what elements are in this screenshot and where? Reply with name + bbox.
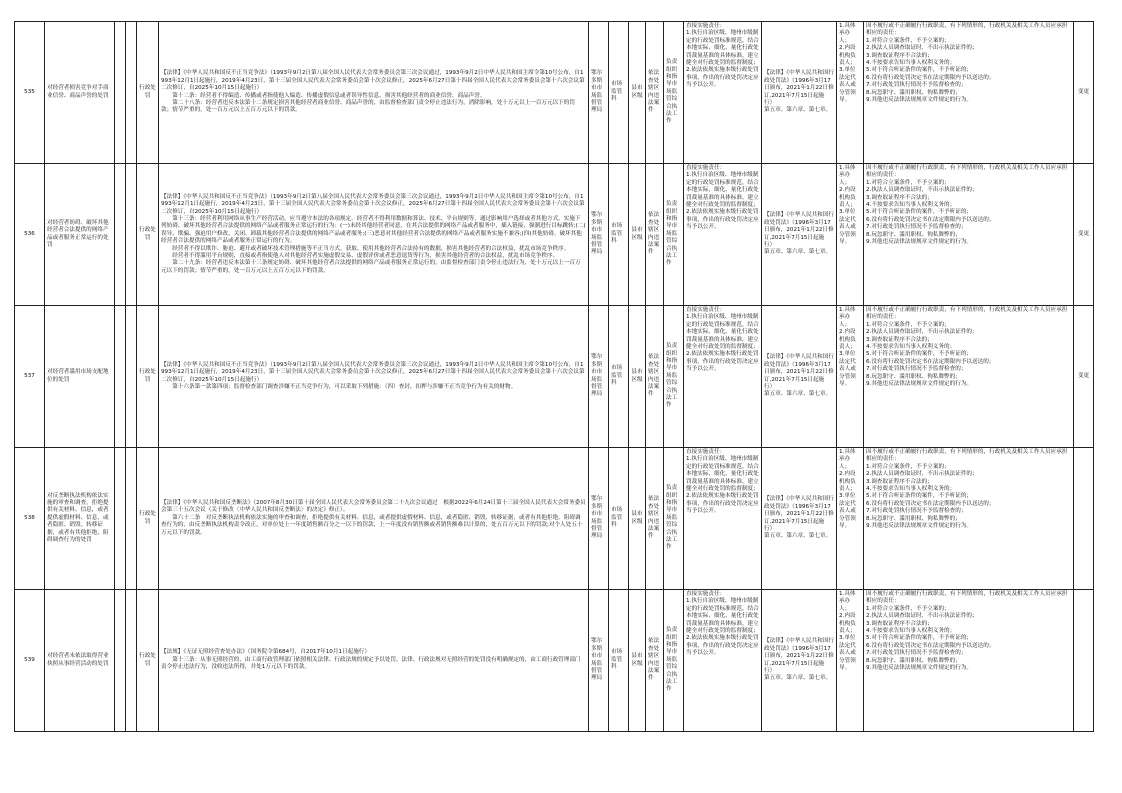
empty-cell	[126, 306, 137, 448]
item-name: 对经营者滥用市场支配地位的处罚	[45, 306, 115, 448]
exercise-level: 县市区级	[629, 448, 646, 590]
empty-cell	[115, 164, 126, 306]
procedure-law: 【法律】《中华人民共和国行政处罚法》（1996年3月17日颁布，2021年1月22日修订,2021年7月15日起施行） 第五章、第六章、第七章。	[762, 22, 837, 164]
legal-basis-paragraph: 第二十九条：经营者违反本法第十三条规定妨碍、破坏其他经营者合法提供的网络产品或者服务正常运行的，由监督检查部门责令停止违法行为，处十万元以上一百万元以下的罚款；情节严重的，处一百万元以上五百万元以下的罚款。	[161, 260, 581, 274]
legal-basis-paragraph: 【法律】《中华人民共和国反不正当竞争法》（1993年9月2日第八届全国人民代表大会常务委员会第三次会议通过，1993年9月2日中华人民共和国主席令第10号公布，自1993年12月1日起施行，2019年4月23日，第十三届全国人民代表大会常务委员会第十次会议修正，2025年6月27日第十四届全国人民代表大会常务委员会第十六次会议第二次修订，自2025年10月15日起施行）	[161, 361, 585, 383]
duty-description: 负责组织和指导市场监管综合执法工作	[664, 448, 684, 590]
responsibility-text: 直接实施责任： 1.执行自治区级、地州市级制定的行政处罚标准规范，结合本地实际，细化、量化行政处罚裁量基准的具体标准，建立健全对行政处罚的监督制度； 2.依法依规实施本级行政处罚事项，作出的行政处罚决定应当予以公开。	[684, 306, 762, 448]
item-name: 对经营者未依法取得营业执照从事经营活动的处罚	[45, 590, 115, 732]
fault-liability: 因不履行或不正确履行行政职责，有下列情形的，行政机关及相关工作人员应承担相应的责任： 1.对符合立案条件，不予立案的； 2.执法人员调查取证时，不出示执法证件的； 3.调查取证程序不合法的； 4.不按要求告知当事人权利义务的； 5.对于符合听证条件的案件，不予听证的； 6.没有将行政处罚决定书在法定期限内予以送达的； 7.对行政处罚执行情况不予监督检查的； 8.玩忽职守、滥用职权、徇私舞弊的； 9.其他违反法律法规规章文件规定的行为。	[864, 448, 1074, 590]
implementing-department: 鄂尔多斯市市场监督管理局	[589, 164, 609, 306]
change-status	[1074, 590, 1094, 732]
item-category: 行政处罚	[137, 306, 159, 448]
item-category: 行政处罚	[137, 22, 159, 164]
responsible-office: 市场监管科	[609, 164, 629, 306]
exercise-scope: 依法查处辖区内违法案件	[646, 448, 664, 590]
duty-description: 负责组织和指导市场监管综合执法工作	[664, 590, 684, 732]
exercise-level: 县市区级	[629, 306, 646, 448]
item-name: 对经营者损害竞争对手商业信誉、商品声誉的处罚	[45, 22, 115, 164]
row-number: 538	[15, 448, 45, 590]
table-row	[15, 590, 1094, 732]
responsible-subject: 1.具体承办人； 2.内设机构负责人； 3.单位法定代表人或分管领导。	[837, 164, 864, 306]
responsibility-text: 直接实施责任： 1.执行自治区级、地州市级制定的行政处罚标准规范，结合本地实际，细化、量化行政处罚裁量基准的具体标准，建立健全对行政处罚的监督制度； 2.依法依规实施本级行政处罚事项，作出的行政处罚决定应当予以公开。	[684, 164, 762, 306]
table-row	[15, 22, 1094, 164]
empty-cell	[126, 164, 137, 306]
procedure-law: 【法律】《中华人民共和国行政处罚法》（1996年3月17日颁布，2021年1月22日修订,2021年7月15日起施行） 第五章、第六章、第七章。	[762, 306, 837, 448]
change-status	[1074, 448, 1094, 590]
table-row	[15, 164, 1094, 306]
empty-cell	[126, 448, 137, 590]
fault-liability: 因不履行或不正确履行行政职责，有下列情形的，行政机关及相关工作人员应承担相应的责任： 1.对符合立案条件，不予立案的； 2.执法人员调查取证时，不出示执法证件的； 3.调查取证程序不合法的； 4.不按要求告知当事人权利义务的； 5.对于符合听证条件的案件，不予听证的； 6.没有将行政处罚决定书在法定期限内予以送达的； 7.对行政处罚执行情况不予监督检查的； 8.玩忽职守、滥用职权、徇私舞弊的； 9.其他违反法律法规规章文件规定的行为。	[864, 22, 1074, 164]
empty-cell	[126, 22, 137, 164]
implementing-department: 鄂尔多斯市市场监督管理局	[589, 590, 609, 732]
legal-basis	[159, 22, 589, 164]
implementing-department: 鄂尔多斯市市场监督管理局	[589, 22, 609, 164]
legal-basis-paragraph: 经营者不得以欺诈、胁迫、避开或者破坏技术管理措施等不正当方式，获取、使用其他经营者合法持有的数据，损害其他经营者的合法权益，扰乱市场竞争秩序。	[172, 245, 570, 252]
table-body	[15, 22, 1094, 732]
responsible-subject: 1.具体承办人； 2.内设机构负责人； 3.单位法定代表人或分管领导。	[837, 590, 864, 732]
change-status: 变更	[1074, 164, 1094, 306]
exercise-level: 县市区级	[629, 164, 646, 306]
exercise-level: 县市区级	[629, 22, 646, 164]
legal-basis-paragraph: 第十三条：经营者利用网络从事生产经营活动，应当遵守本法的各项规定。经营者不得利用数据和算法、技术、平台规则等，通过影响用户选择或者其他方式，实施下列妨碍、破坏其他经营者合法提供的网络产品或者服务正常运行的行为：(一)未经其他经营者同意，在其合法提供的网络产品或者服务中，插入链接、强制进行目标跳转;(二)误导、欺骗、强迫用户修改、关闭、卸载其他经营者合法提供的网络产品或者服务;(三)恶意对其他经营者合法提供的网络产品或者服务实施不兼容;(四)其他妨碍、破坏其他经营者合法提供的网络产品或者服务正常运行的行为。	[161, 215, 586, 245]
row-number: 535	[15, 22, 45, 164]
item-category: 行政处罚	[137, 164, 159, 306]
responsibility-text: 直接实施责任： 1.执行自治区级、地州市级制定的行政处罚标准规范，结合本地实际，细化、量化行政处罚裁量基准的具体标准，建立健全对行政处罚的监督制度； 2.依法依规实施本级行政处罚事项，作出的行政处罚决定应当予以公开。	[684, 22, 762, 164]
empty-cell	[115, 590, 126, 732]
legal-basis	[159, 164, 589, 306]
item-name: 对反垄断执法机构依法实施的审查和调查，拒绝提供有关材料、信息，或者提供虚假材料、信息，或者隐匿、销毁、转移证据，或者有其他拒绝、阻碍调查行为的处罚	[45, 448, 115, 590]
empty-cell	[115, 448, 126, 590]
legal-basis-paragraph: 第十六条第一款第四项：监督检查部门调查涉嫌不正当竞争行为，可以采取下列措施：（四）查封、扣押与涉嫌不正当竞争行为有关的财物。	[172, 383, 517, 390]
fault-liability: 因不履行或不正确履行行政职责，有下列情形的，行政机关及相关工作人员应承担相应的责任： 1.对符合立案条件，不予立案的； 2.执法人员调查取证时，不出示执法证件的； 3.调查取证程序不合法的； 4.不按要求告知当事人权利义务的； 5.对于符合听证条件的案件，不予听证的； 6.没有将行政处罚决定书在法定期限内予以送达的； 7.对行政处罚执行情况不予监督检查的； 8.玩忽职守、滥用职权、徇私舞弊的； 9.其他违反法律法规规章文件规定的行为。	[864, 164, 1074, 306]
legal-basis	[159, 448, 589, 590]
legal-basis-paragraph: 【法规】《无证无照经营查处办法》（国务院令第684号，自2017年10月1日起施行）	[161, 649, 370, 656]
legal-basis-paragraph: 第十二条：经营者不得编造、传播或者指使他人编造、传播虚假信息或者误导性信息，损害其他经营者的商业信誉、商品声誉。	[172, 92, 486, 99]
responsible-subject: 1.具体承办人； 2.内设机构负责人； 3.单位法定代表人或分管领导。	[837, 22, 864, 164]
exercise-scope: 依法查处辖区内违法案件	[646, 590, 664, 732]
change-status: 变更	[1074, 22, 1094, 164]
exercise-scope: 依法查处辖区内违法案件	[646, 22, 664, 164]
responsible-subject: 1.具体承办人； 2.内设机构负责人； 3.单位法定代表人或分管领导。	[837, 306, 864, 448]
power-list-table	[14, 21, 1094, 732]
legal-basis	[159, 306, 589, 448]
legal-basis	[159, 590, 589, 732]
legal-basis-paragraph: 第二十八条：经营者违反本法第十二条规定损害其他经营者商业信誉、商品声誉的，由监督检查部门责令停止违法行为，消除影响，处十万元以上一百万元以下的罚款；情节严重的，处一百万元以上五百万元以下的罚款。	[161, 99, 575, 114]
duty-description: 负责组织和指导市场监管综合执法工作	[664, 22, 684, 164]
duty-description: 负责组织和指导市场监管综合执法工作	[664, 306, 684, 448]
exercise-level: 县市区级	[629, 590, 646, 732]
implementing-department: 鄂尔多斯市市场监督管理局	[589, 448, 609, 590]
legal-basis-paragraph: 【法律】《中华人民共和国反不正当竞争法》（1993年9月2日第八届全国人民代表大会常务委员会第三次会议通过，1993年9月2日中华人民共和国主席令第10号公布，自1993年12月1日起施行，2019年4月23日，第十三届全国人民代表大会常务委员会第十次会议修正，2025年6月27日第十四届全国人民代表大会常务委员会第十六次会议第二次修订，自2025年10月15日起施行）	[161, 70, 585, 92]
fault-liability: 因不履行或不正确履行行政职责，有下列情形的，行政机关及相关工作人员应承担相应的责任： 1.对符合立案条件，不予立案的； 2.执法人员调查取证时，不出示执法证件的； 3.调查取证程序不合法的； 4.不按要求告知当事人权利义务的； 5.对于符合听证条件的案件，不予听证的； 6.没有将行政处罚决定书在法定期限内予以送达的； 7.对行政处罚执行情况不予监督检查的； 8.玩忽职守、滥用职权、徇私舞弊的； 9.其他违反法律法规规章文件规定的行为。	[864, 590, 1074, 732]
procedure-law: 【法律】《中华人民共和国行政处罚法》（1996年3月17日颁布，2021年1月22日修订,2021年7月15日起施行） 第五章、第六章、第七章。	[762, 164, 837, 306]
empty-cell	[126, 590, 137, 732]
legal-basis-paragraph: 第十三条：从事无照经营的，由工商行政管理部门依照相关法律、行政法规的规定予以处罚。法律、行政法规对无照经营的处罚没有明确规定的，由工商行政管理部门责令停止违法行为，没收违法所得，并处1万元以下的罚款。	[161, 656, 581, 671]
exercise-scope: 依法查处辖区内违法案件	[646, 164, 664, 306]
responsible-subject: 1.具体承办人； 2.内设机构负责人； 3.单位法定代表人或分管领导。	[837, 448, 864, 590]
exercise-scope: 依法查处辖区内违法案件	[646, 306, 664, 448]
legal-basis-paragraph: 经营者不得滥用平台规则，直接或者指使他人对其他经营者实施虚假交易、虚假评价或者恶意退货等行为，损害其他经营者的合法权益，扰乱市场竞争秩序。	[172, 253, 559, 260]
legal-basis-paragraph: 【法律】《中华人民共和国反不正当竞争法》（1993年9月2日第八届全国人民代表大会常务委员会第三次会议通过，1993年9月2日中华人民共和国主席令第10号公布，自1993年12月1日起施行，2019年4月23日，第十三届全国人民代表大会常务委员会第十次会议修正，2025年6月27日第十四届全国人民代表大会常务委员会第十六次会议第二次修订，自2025年10月15日起施行）	[161, 193, 585, 215]
document-page	[14, 21, 1093, 731]
legal-basis-paragraph: 【法律】《中华人民共和国反垄断法》（2007年8月30日第十届全国人民代表大会常务委员会第二十九次会议通过 根据2022年6月24日第十三届全国人民代表大会常务委员会第三十五次会议《关于修改〈中华人民共和国反垄断法〉的决定》修正）。	[161, 499, 586, 514]
legal-basis-paragraph: 第六十二条 对反垄断执法机构依法实施的审查和调查，拒绝提供有关材料、信息，或者提供虚假材料、信息，或者隐匿、销毁、转移证据，或者有其他拒绝、阻碍调查行为的，由反垄断执法机构责令改正，对单位处上一年度销售额百分之一以下的罚款，上一年度没有销售额或者销售额难以计算的，处五百万元以下的罚款;对个人处五十万元以下的罚款。	[161, 514, 583, 536]
item-name: 对经营者妨碍、破坏其他经营者合法提供的网络产品或者服务正常运行的处罚	[45, 164, 115, 306]
item-category: 行政处罚	[137, 448, 159, 590]
change-status: 变更	[1074, 306, 1094, 448]
responsible-office: 市场监管科	[609, 448, 629, 590]
row-number: 537	[15, 306, 45, 448]
table-row	[15, 448, 1094, 590]
responsible-office: 市场监管科	[609, 590, 629, 732]
row-number: 536	[15, 164, 45, 306]
item-category: 行政处罚	[137, 590, 159, 732]
table-row	[15, 306, 1094, 448]
empty-cell	[115, 22, 126, 164]
responsibility-text: 直接实施责任： 1.执行自治区级、地州市级制定的行政处罚标准规范，结合本地实际，细化、量化行政处罚裁量基准的具体标准，建立健全对行政处罚的监督制度； 2.依法依规实施本级行政处罚事项，作出的行政处罚决定应当予以公开。	[684, 448, 762, 590]
implementing-department: 鄂尔多斯市市场监督管理局	[589, 306, 609, 448]
procedure-law: 【法律】《中华人民共和国行政处罚法》（1996年3月17日颁布，2021年1月22日修订,2021年7月15日起施行） 第五章、第六章、第七章。	[762, 590, 837, 732]
procedure-law: 【法律】《中华人民共和国行政处罚法》（1996年3月17日颁布，2021年1月22日修订,2021年7月15日起施行） 第五章、第六章、第七章。	[762, 448, 837, 590]
empty-cell	[115, 306, 126, 448]
row-number: 539	[15, 590, 45, 732]
responsible-office: 市场监管科	[609, 22, 629, 164]
fault-liability: 因不履行或不正确履行行政职责，有下列情形的，行政机关及相关工作人员应承担相应的责任： 1.对符合立案条件，不予立案的； 2.执法人员调查取证时，不出示执法证件的； 3.调查取证程序不合法的； 4.不按要求告知当事人权利义务的； 5.对于符合听证条件的案件，不予听证的； 6.没有将行政处罚决定书在法定期限内予以送达的； 7.对行政处罚执行情况不予监督检查的； 8.玩忽职守、滥用职权、徇私舞弊的； 9.其他违反法律法规规章文件规定的行为。	[864, 306, 1074, 448]
responsibility-text: 直接实施责任： 1.执行自治区级、地州市级制定的行政处罚标准规范，结合本地实际，细化、量化行政处罚裁量基准的具体标准，建立健全对行政处罚的监督制度； 2.依法依规实施本级行政处罚事项，作出的行政处罚决定应当予以公开。	[684, 590, 762, 732]
responsible-office: 市场监管科	[609, 306, 629, 448]
duty-description: 负责组织和指导市场监管综合执法工作	[664, 164, 684, 306]
